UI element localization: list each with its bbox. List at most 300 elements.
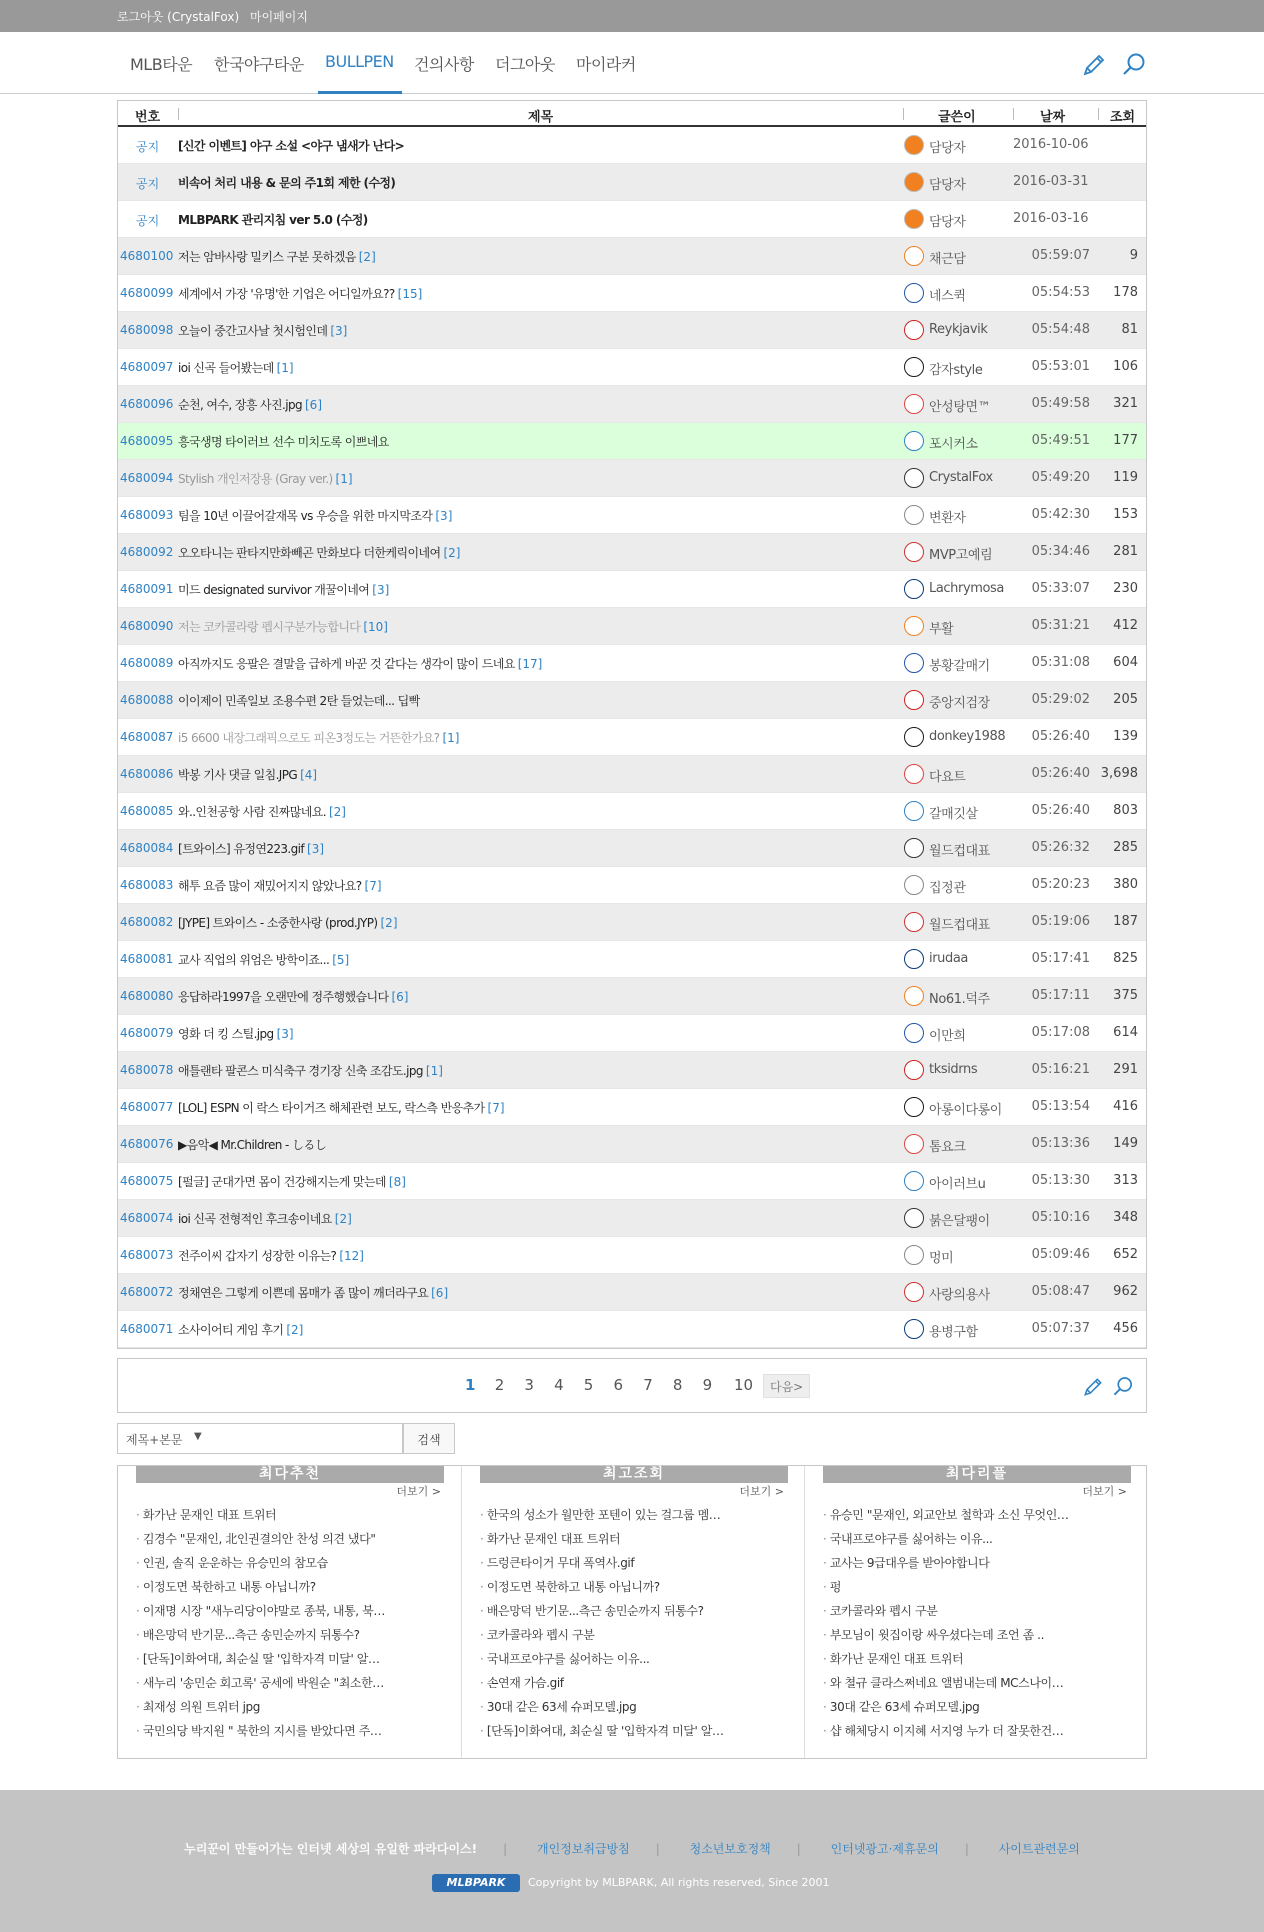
list-item[interactable]: · 화가난 문재인 대표 트위터 [823,1650,1119,1674]
reply-count: [1] [442,731,460,745]
tab-my-locker[interactable]: 마이라커 [576,55,636,74]
list-item[interactable]: · 교사는 9급대우를 받아야합니다 [823,1554,1119,1578]
pencil-icon[interactable] [1081,1375,1105,1399]
reply-count: [2] [334,1212,352,1226]
table-row[interactable] [118,349,1146,386]
header-date: 날짜 [1040,110,1066,125]
avatar [904,1282,924,1302]
post-date: 05:31:08 [1031,655,1090,670]
box-title: 최고조회 [480,1466,788,1483]
page-link-4[interactable]: 4 [554,1376,564,1394]
post-author[interactable]: 월드컵대표 [929,844,990,859]
post-number: 4680096 [120,397,174,411]
list-item[interactable]: · 인권, 솔직 운운하는 유승민의 참모습 [136,1554,432,1578]
table-row[interactable] [118,608,1146,645]
post-title-text: 영화 더 킹 스틸.jpg [178,1027,274,1041]
table-row[interactable] [118,867,1146,904]
post-title[interactable] [178,396,898,413]
list-item[interactable]: · 와 쳘규 클라스쩌네요 앨범내는데 MC스나이… [823,1674,1119,1698]
post-author[interactable]: 변환자 [929,511,966,526]
post-author[interactable]: MVP고예림 [929,548,993,563]
post-date: 05:26:40 [1031,729,1090,744]
post-number: 4680081 [120,952,174,966]
post-title[interactable] [178,655,898,672]
table-row[interactable] [118,1200,1146,1237]
post-author[interactable]: 포시커소 [929,437,978,452]
post-author[interactable]: 이만희 [929,1029,966,1044]
avatar [904,135,924,155]
mlbpark-logo: MLBPARK [432,1874,520,1892]
post-date: 05:49:20 [1031,470,1090,485]
post-date: 05:26:40 [1031,766,1090,781]
table-row[interactable] [118,719,1146,756]
post-author[interactable]: 감자style [929,363,983,378]
post-title[interactable] [178,1025,898,1042]
most-viewed-box [461,1466,804,1758]
page-link-2[interactable]: 2 [494,1376,505,1394]
post-number: 4680076 [120,1137,174,1151]
search-scope-select[interactable] [117,1423,403,1454]
post-date: 05:17:08 [1031,1025,1090,1040]
post-author[interactable]: 네스퀵 [929,289,966,304]
table-row[interactable] [118,460,1146,497]
post-number: 4680099 [120,286,174,300]
post-views: 375 [1113,988,1138,1003]
post-title[interactable] [178,840,898,857]
post-date: 05:59:07 [1031,248,1090,263]
list-item[interactable]: · [단독]이화여대, 최순실 딸 '입학자격 미달' 알… [136,1650,432,1674]
post-author[interactable]: 아이러브u [929,1177,986,1192]
more-link[interactable]: 더보기 > [739,1485,784,1498]
list-item[interactable]: · 드렁큰타이거 무대 폭역사.gif [480,1554,776,1578]
post-author[interactable]: 부활 [929,622,954,637]
post-views: 348 [1113,1210,1138,1225]
search-icon[interactable] [1111,1375,1135,1399]
list-item[interactable]: · 화가난 문재인 대표 트위터 [136,1506,432,1530]
post-date: 05:42:30 [1031,507,1090,522]
most-recommended-box [118,1466,461,1758]
table-row[interactable] [118,1163,1146,1200]
table-row[interactable] [118,1311,1146,1348]
post-title[interactable] [178,1247,898,1264]
reply-count: [2] [380,916,398,930]
post-author[interactable]: irudaa [929,951,968,966]
post-number: 4680091 [120,582,174,596]
table-row[interactable] [118,1274,1146,1311]
post-date: 05:13:54 [1031,1099,1090,1114]
reply-count: [7] [364,879,382,893]
list-item[interactable]: · 배은망덕 반기문...측근 송민순까지 뒤통수? [136,1626,432,1650]
list-item[interactable]: · 최재성 의원 트위터 jpg [136,1698,432,1722]
footer-link-ads[interactable]: 인터넷광고·제휴문의 [830,1842,939,1856]
post-title[interactable] [178,581,898,598]
post-number: 4680072 [120,1285,174,1299]
page-link-1[interactable]: 1 [465,1376,476,1394]
footer-link-site[interactable]: 사이트관련문의 [998,1842,1080,1856]
post-title[interactable] [178,507,898,524]
reply-count: [7] [487,1101,505,1115]
table-row[interactable] [118,904,1146,941]
post-title[interactable]: MLBPARK 관리지침 ver 5.0 (수정) [178,213,368,227]
post-title[interactable] [178,1099,898,1116]
post-date: 05:09:46 [1031,1247,1090,1262]
table-row[interactable] [118,1126,1146,1163]
avatar [904,616,924,636]
post-date: 05:26:40 [1031,803,1090,818]
notice-badge: 공지 [136,177,160,191]
search-icon[interactable] [1120,51,1148,79]
avatar [904,209,924,229]
post-author[interactable]: 붉은달팽이 [929,1214,990,1229]
list-item[interactable]: · 30대 같은 63세 슈퍼모델.jpg [823,1698,1119,1722]
footer-copyright: Copyright by MLBPARK, All rights reserved, Since 2001 [528,1876,830,1889]
post-views: 149 [1113,1136,1138,1151]
table-row[interactable] [118,312,1146,349]
post-views: 230 [1113,581,1138,596]
post-title[interactable] [178,285,898,302]
avatar [904,320,924,340]
reply-count: [6] [305,398,322,412]
box-title: 최다리플 [823,1466,1131,1483]
avatar [904,357,924,377]
post-title-text: 전주이씨 갑자기 성장한 이유는? [178,1249,337,1263]
tab-dugout[interactable]: 더그아웃 [495,55,555,74]
post-number: 4680098 [120,323,174,337]
post-title[interactable] [178,951,898,968]
reply-count: [3] [307,842,325,856]
table-row[interactable] [118,1015,1146,1052]
post-views: 416 [1113,1099,1138,1114]
post-date: 05:10:16 [1031,1210,1090,1225]
post-views: 119 [1113,470,1138,485]
table-row[interactable] [118,497,1146,534]
list-item[interactable]: · 국민의당 박지원 " 북한의 지시를 받았다면 주… [136,1722,432,1746]
tab-bullpen[interactable]: BULLPEN [325,52,394,71]
post-date: 05:31:21 [1031,618,1090,633]
post-views: 825 [1113,951,1138,966]
post-title[interactable] [178,729,898,746]
table-row[interactable] [118,682,1146,719]
most-replied-box [804,1466,1147,1758]
list-item[interactable]: · 유승민 "문재인, 외교안보 철학과 소신 무엇인… [823,1506,1119,1530]
list-item[interactable]: · 새누리 '송민순 회고록' 공세에 박원순 "최소한… [136,1674,432,1698]
post-number: 4680087 [120,730,174,744]
table-row[interactable] [118,1089,1146,1126]
post-views: 321 [1113,396,1138,411]
tab-mlb-town[interactable]: MLB타운 [130,55,193,74]
post-author[interactable]: 사랑의용사 [929,1288,990,1303]
post-date: 05:49:58 [1031,396,1090,411]
avatar [904,542,924,562]
post-title[interactable] [178,1284,898,1301]
post-number: 4680090 [120,619,174,633]
post-title[interactable] [178,1062,898,1079]
post-date: 05:19:06 [1031,914,1090,929]
post-title-text: 교사 직업의 위엄은 방학이죠... [178,953,330,967]
post-title[interactable] [178,803,898,820]
post-title[interactable] [178,618,898,635]
table-row[interactable] [118,534,1146,571]
table-row[interactable] [118,978,1146,1015]
post-date: 05:34:46 [1031,544,1090,559]
logout-link[interactable]: 로그아웃 (CrystalFox) [117,10,240,24]
post-number: 4680086 [120,767,174,781]
post-title-text: 저는 암바사랑 밀키스 구분 못하겠음 [178,250,356,264]
list-item[interactable]: · 코카콜라와 펩시 구분 [823,1602,1119,1626]
post-author[interactable]: donkey1988 [929,729,1006,744]
table-row[interactable] [118,793,1146,830]
reply-count: [2] [286,1323,304,1337]
post-title[interactable] [178,359,898,376]
reply-count: [1] [335,472,353,486]
list-item[interactable]: · 코카콜라와 펩시 구분 [480,1626,776,1650]
mypage-link[interactable]: 마이페이지 [250,10,308,24]
post-author[interactable]: 중앙지검장 [929,696,990,711]
post-author[interactable]: tksidrns [929,1062,978,1077]
post-author[interactable]: Lachrymosa [929,581,1004,596]
table-row[interactable] [118,275,1146,312]
list-item[interactable]: · 김경수 "문재인, 北인권결의안 찬성 의견 냈다" [136,1530,432,1554]
post-views: 81 [1121,322,1138,337]
post-title-text: 오늘이 중간고사날 첫시험인데 [178,324,328,338]
post-views: 604 [1113,655,1138,670]
table-row[interactable] [118,645,1146,682]
post-title-text: 정채연은 그렇게 이쁜데 몸매가 좀 많이 깨더라구요 [178,1286,429,1300]
table-row[interactable] [118,423,1146,460]
more-link[interactable]: 더보기 > [396,1485,441,1498]
post-number: 4680089 [120,656,174,670]
avatar [904,246,924,266]
ranking-boxes [117,1465,1147,1759]
post-date: 05:17:11 [1031,988,1090,1003]
post-author[interactable]: 톰요크 [929,1140,966,1155]
post-title[interactable] [178,1173,898,1190]
avatar [904,579,924,599]
post-date: 05:53:01 [1031,359,1090,374]
post-number: 4680071 [120,1322,174,1336]
post-views: 106 [1113,359,1138,374]
post-number: 4680077 [120,1100,174,1114]
post-title-text: ioi 신곡 들어봤는데 [178,361,274,375]
post-title[interactable]: 비속어 처리 내용 & 문의 주1회 제한 (수정) [178,176,396,190]
post-title-text: ioi 신곡 전형적인 후크송이네요 [178,1212,332,1226]
footer-link-privacy[interactable]: 개인정보취급방침 [537,1842,630,1856]
post-author[interactable]: 멍미 [929,1251,954,1266]
post-title[interactable] [178,988,898,1005]
avatar [904,690,924,710]
notice-row[interactable] [118,127,1146,164]
post-title-text: 미드 designated survivor 개꿀이네여 [178,583,370,597]
post-views: 205 [1113,692,1138,707]
post-title[interactable] [178,544,898,561]
post-title[interactable] [178,766,898,783]
post-date: 05:54:48 [1031,322,1090,337]
post-number: 4680082 [120,915,174,929]
avatar [904,505,924,525]
post-author[interactable]: 갈매깃살 [929,807,978,822]
avatar [904,764,924,784]
post-title-text: 애틀랜타 팔콘스 미식축구 경기장 신축 조감도.jpg [178,1064,423,1078]
pencil-icon[interactable] [1080,51,1108,79]
post-date: 05:54:53 [1031,285,1090,300]
post-views: 9 [1129,248,1138,263]
reply-count: [3] [276,1027,294,1041]
post-date: 05:08:47 [1031,1284,1090,1299]
table-row[interactable] [118,238,1146,275]
post-author[interactable]: CrystalFox [929,470,993,485]
reply-count: [2] [358,250,376,264]
page-link-8[interactable]: 8 [672,1376,683,1394]
table-row[interactable] [118,386,1146,423]
page-link-10[interactable]: 10 [734,1376,754,1394]
post-title-text: 와..인천공항 사람 진짜많네요. [178,805,326,819]
avatar [904,1060,924,1080]
post-number: 4680073 [120,1248,174,1262]
post-title-text: 응답하라1997을 오랜만에 정주행했습니다 [178,990,389,1004]
reply-count: [1] [425,1064,443,1078]
post-title-text: 순천, 여수, 장흥 사진.jpg [178,398,302,412]
post-number: 4680080 [120,989,174,1003]
post-title-text: 이이제이 민족일보 조용수편 2탄 들었는데... 딥빡 [178,694,420,708]
list-item[interactable]: · 샵 해체당시 이지혜 서지영 누가 더 잘못한건… [823,1722,1119,1746]
table-row[interactable] [118,756,1146,793]
post-title[interactable] [178,877,898,894]
post-author[interactable]: 담당자 [929,141,966,156]
post-title[interactable] [178,470,898,487]
post-author[interactable]: 봉황갈매기 [929,659,990,674]
reply-count: [3] [330,324,348,338]
page-link-7[interactable]: 7 [643,1376,653,1394]
avatar [904,949,924,969]
avatar [904,727,924,747]
header-author: 글쓴이 [938,110,976,125]
reply-count: [10] [363,620,388,634]
notice-row[interactable] [118,164,1146,201]
post-author[interactable]: 용병구함 [929,1325,978,1340]
box-title: 최다추천 [136,1466,444,1483]
post-number: 4680084 [120,841,174,855]
post-views: 380 [1113,877,1138,892]
post-date: 05:13:36 [1031,1136,1090,1151]
tab-korea-baseball-town[interactable]: 한국야구타운 [214,55,304,74]
post-date: 2016-03-16 [1013,211,1089,226]
post-title-text: 세계에서 가장 '유명'한 기업은 어디일까요?? [178,287,395,301]
post-author[interactable]: 집정관 [929,881,966,896]
list-item[interactable]: · 이정도면 북한하고 내통 아닙니까? [136,1578,432,1602]
post-author[interactable]: No61.덕주 [929,992,990,1007]
footer-link-youth[interactable]: 청소년보호정책 [689,1842,771,1856]
avatar [904,875,924,895]
avatar [904,172,924,192]
page-link-6[interactable]: 6 [613,1376,624,1394]
list-item[interactable]: · 손연재 가슴.gif [480,1674,776,1698]
notice-badge: 공지 [136,214,160,228]
post-title[interactable]: [신간 이벤트] 야구 소설 <야구 냄새가 난다> [178,139,405,153]
list-item[interactable]: · 국내프로야구를 싫어하는 이유... [823,1530,1119,1554]
page-link-5[interactable]: 5 [583,1376,594,1394]
post-title[interactable] [178,1136,898,1153]
more-link[interactable]: 더보기 > [1082,1485,1127,1498]
post-title-text: 오오타니는 판타지만화빼곤 만화보다 더한케릭이네여 [178,546,441,560]
table-row[interactable] [118,1237,1146,1274]
post-title[interactable] [178,914,898,931]
post-author[interactable]: 아롱이다롱이 [929,1103,1002,1118]
post-number: 4680075 [120,1174,174,1188]
post-title[interactable] [178,322,898,339]
avatar [904,1171,924,1191]
notice-row[interactable] [118,201,1146,238]
table-row[interactable] [118,830,1146,867]
list-item[interactable]: · 30대 같은 63세 슈퍼모델.jpg [480,1698,776,1722]
avatar [904,1023,924,1043]
reply-count: [1] [276,361,294,375]
post-title[interactable] [178,1321,898,1338]
post-title[interactable] [178,692,898,709]
post-number: 4680079 [120,1026,174,1040]
header-views: 조회 [1110,110,1136,125]
list-item[interactable]: · 이재명 시장 "새누리당이야말로 종북, 내통, 북… [136,1602,432,1626]
list-item[interactable]: · 펑 [823,1578,1119,1602]
post-date: 05:33:07 [1031,581,1090,596]
tab-suggestions[interactable]: 건의사항 [414,55,474,74]
avatar [904,1245,924,1265]
post-author[interactable]: 안성탕면™ [929,400,991,415]
post-author[interactable]: 월드컵대표 [929,918,990,933]
post-date: 05:26:32 [1031,840,1090,855]
table-row[interactable] [118,941,1146,978]
list-item[interactable]: · 화가난 문재인 대표 트위터 [480,1530,776,1554]
page-link-3[interactable]: 3 [524,1376,534,1394]
post-title[interactable] [178,1210,898,1227]
reply-count: [15] [397,287,423,301]
search-button[interactable]: 검색 [403,1423,455,1454]
post-views: 614 [1113,1025,1138,1040]
post-author[interactable]: 다요트 [929,770,966,785]
reply-count: [5] [332,953,350,967]
list-item[interactable]: · 국내프로야구를 싫어하는 이유... [480,1650,776,1674]
list-item[interactable]: · [단독]이화여대, 최순실 딸 '입학자격 미달' 알… [480,1722,776,1746]
footer [0,1790,1264,1932]
post-views: 153 [1113,507,1138,522]
avatar [904,986,924,1006]
post-number: 4680092 [120,545,174,559]
header-num: 번호 [135,110,161,125]
post-title[interactable] [178,248,898,265]
chevron-down-icon: ▼ [194,1431,202,1442]
table-row[interactable] [118,571,1146,608]
main-nav [0,32,1264,94]
page-link-9[interactable]: 9 [702,1376,713,1394]
reply-count: [2] [328,805,346,819]
avatar [904,394,924,414]
post-author[interactable]: 채근담 [929,252,966,267]
list-item[interactable]: · 배은망덕 반기문...측근 송민순까지 뒤통수? [480,1602,776,1626]
post-number: 4680095 [120,434,174,448]
post-title-text: 아직까지도 응팔은 결말을 급하게 바꾼 것 같다는 생각이 많이 드네요 [178,657,515,671]
post-views: 3,698 [1100,766,1138,781]
post-author[interactable]: Reykjavik [929,322,988,337]
post-views: 285 [1113,840,1138,855]
avatar [904,653,924,673]
list-item[interactable]: · 이정도면 북한하고 내통 아닙니까? [480,1578,776,1602]
next-page-button[interactable]: 다음> [763,1374,810,1398]
post-author[interactable]: 담당자 [929,215,966,230]
table-row[interactable] [118,1052,1146,1089]
post-author[interactable]: 담당자 [929,178,966,193]
post-title[interactable] [178,433,898,450]
list-item[interactable]: · 부모님이 윗집이랑 싸우셨다는데 조언 좀 .. [823,1626,1119,1650]
list-item[interactable]: · 한국의 성소가 월만한 포텐이 있는 걸그룹 멤… [480,1506,776,1530]
